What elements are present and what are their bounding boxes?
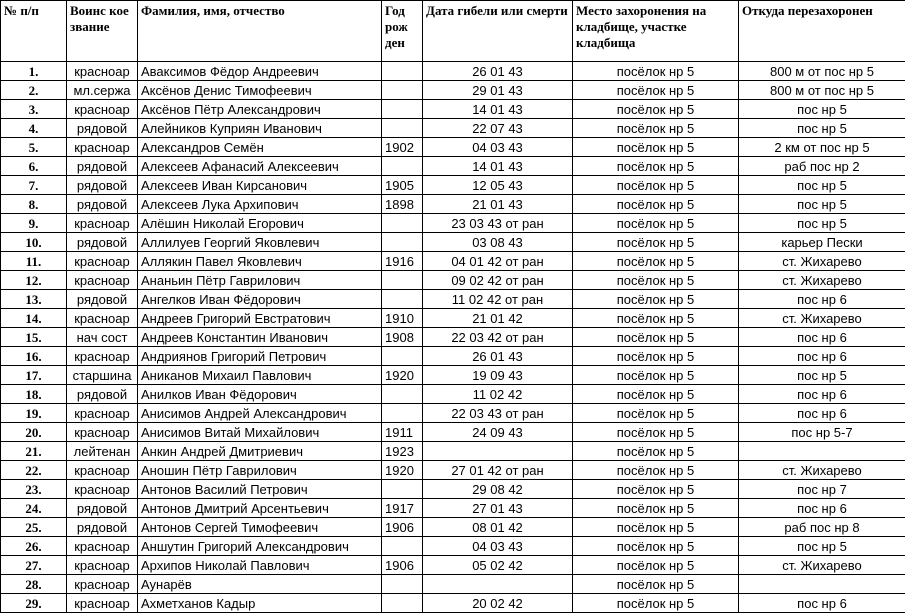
full-name-cell: Андриянов Григорий Петрович [138,347,382,366]
reburied-from-cell: пос нр 6 [739,404,905,423]
military-rank-cell: рядовой [67,290,138,309]
military-rank-cell: красноар [67,100,138,119]
full-name-cell: Андреев Константин Иванович [138,328,382,347]
death-date-cell: 22 03 42 от ран [423,328,573,347]
birth-year-cell: 1920 [382,461,423,480]
military-rank-cell: рядовой [67,176,138,195]
military-rank-cell: рядовой [67,233,138,252]
birth-year-cell: 1916 [382,252,423,271]
table-row [1,556,905,575]
full-name-cell: Анилков Иван Фёдорович [138,385,382,404]
death-date-cell: 29 08 42 [423,480,573,499]
military-rank-cell: красноар [67,537,138,556]
death-date-cell: 04 03 43 [423,537,573,556]
military-rank-cell: рядовой [67,385,138,404]
table-row [1,366,905,385]
reburied-from-cell: пос нр 5 [739,195,905,214]
death-date-cell: 21 01 43 [423,195,573,214]
burial-place-cell: посёлок нр 5 [573,271,739,290]
table-row [1,100,905,119]
table-row [1,537,905,556]
row-number-cell: 5. [1,138,67,157]
military-rank-cell: красноар [67,404,138,423]
military-rank-cell: красноар [67,594,138,613]
reburied-from-cell: пос нр 5 [739,537,905,556]
birth-year-cell [382,290,423,309]
header-name: Фамилия, имя, отчество [138,1,382,62]
burial-place-cell: посёлок нр 5 [573,309,739,328]
military-rank-cell: нач сост [67,328,138,347]
table-row [1,62,905,81]
military-rank-cell: красноар [67,347,138,366]
burial-place-cell: посёлок нр 5 [573,328,739,347]
birth-year-cell [382,157,423,176]
military-rank-cell: рядовой [67,195,138,214]
table-row [1,233,905,252]
death-date-cell: 04 01 42 от ран [423,252,573,271]
burial-place-cell: посёлок нр 5 [573,499,739,518]
row-number-cell: 14. [1,309,67,328]
death-date-cell: 23 03 43 от ран [423,214,573,233]
reburied-from-cell: пос нр 6 [739,347,905,366]
birth-year-cell [382,347,423,366]
birth-year-cell [382,480,423,499]
burial-place-cell: посёлок нр 5 [573,252,739,271]
burial-place-cell: посёлок нр 5 [573,537,739,556]
table-row [1,347,905,366]
birth-year-cell: 1906 [382,556,423,575]
full-name-cell: Аллилуев Георгий Яковлевич [138,233,382,252]
table-row [1,461,905,480]
row-number-cell: 21. [1,442,67,461]
reburied-from-cell: 2 км от пос нр 5 [739,138,905,157]
header-rank: Воинс кое звание [67,1,138,62]
burial-place-cell: посёлок нр 5 [573,404,739,423]
death-date-cell: 22 07 43 [423,119,573,138]
burial-place-cell: посёлок нр 5 [573,233,739,252]
burial-place-cell: посёлок нр 5 [573,214,739,233]
military-rank-cell: красноар [67,575,138,594]
table-row [1,499,905,518]
table-row [1,480,905,499]
row-number-cell: 22. [1,461,67,480]
row-number-cell: 20. [1,423,67,442]
reburied-from-cell: пос нр 7 [739,480,905,499]
death-date-cell: 19 09 43 [423,366,573,385]
full-name-cell: Ахметханов Кадыр [138,594,382,613]
header-death-date: Дата гибели или смерти [423,1,573,62]
burial-place-cell: посёлок нр 5 [573,480,739,499]
table-row [1,214,905,233]
military-rank-cell: рядовой [67,518,138,537]
death-date-cell: 04 03 43 [423,138,573,157]
full-name-cell: Аваксимов Фёдор Андреевич [138,62,382,81]
full-name-cell: Аунарёв [138,575,382,594]
row-number-cell: 17. [1,366,67,385]
burial-place-cell: посёлок нр 5 [573,575,739,594]
row-number-cell: 27. [1,556,67,575]
death-date-cell: 29 01 43 [423,81,573,100]
row-number-cell: 29. [1,594,67,613]
burial-place-cell: посёлок нр 5 [573,594,739,613]
reburied-from-cell: пос нр 6 [739,290,905,309]
table-row [1,195,905,214]
reburied-from-cell: пос нр 6 [739,385,905,404]
full-name-cell: Ананьин Пётр Гаврилович [138,271,382,290]
row-number-cell: 3. [1,100,67,119]
death-date-cell: 26 01 43 [423,347,573,366]
burial-place-cell: посёлок нр 5 [573,62,739,81]
row-number-cell: 2. [1,81,67,100]
row-number-cell: 16. [1,347,67,366]
birth-year-cell [382,214,423,233]
table-row [1,404,905,423]
burial-place-cell: посёлок нр 5 [573,81,739,100]
military-rank-cell: рядовой [67,499,138,518]
row-number-cell: 11. [1,252,67,271]
row-number-cell: 18. [1,385,67,404]
table-body [1,62,905,613]
burial-place-cell: посёлок нр 5 [573,195,739,214]
military-rank-cell: красноар [67,480,138,499]
burial-place-cell: посёлок нр 5 [573,176,739,195]
table-header [1,1,905,62]
burial-place-cell: посёлок нр 5 [573,461,739,480]
death-date-cell: 12 05 43 [423,176,573,195]
full-name-cell: Антонов Сергей Тимофеевич [138,518,382,537]
full-name-cell: Аллякин Павел Яковлевич [138,252,382,271]
full-name-cell: Антонов Дмитрий Арсентьевич [138,499,382,518]
reburied-from-cell: карьер Пески [739,233,905,252]
birth-year-cell [382,100,423,119]
military-rank-cell: красноар [67,461,138,480]
full-name-cell: Аксёнов Пётр Александрович [138,100,382,119]
reburied-from-cell: пос нр 6 [739,594,905,613]
military-rank-cell: рядовой [67,157,138,176]
reburied-from-cell: пос нр 5 [739,214,905,233]
death-date-cell: 09 02 42 от ран [423,271,573,290]
full-name-cell: Аношин Пётр Гаврилович [138,461,382,480]
birth-year-cell [382,404,423,423]
table-row [1,309,905,328]
burial-place-cell: посёлок нр 5 [573,423,739,442]
death-date-cell: 08 01 42 [423,518,573,537]
reburied-from-cell: 800 м от пос нр 5 [739,62,905,81]
burial-place-cell: посёлок нр 5 [573,442,739,461]
row-number-cell: 24. [1,499,67,518]
burial-place-cell: посёлок нр 5 [573,138,739,157]
row-number-cell: 26. [1,537,67,556]
death-date-cell: 27 01 42 от ран [423,461,573,480]
reburied-from-cell: ст. Жихарево [739,252,905,271]
reburied-from-cell: ст. Жихарево [739,461,905,480]
burial-place-cell: посёлок нр 5 [573,556,739,575]
row-number-cell: 4. [1,119,67,138]
death-date-cell: 11 02 42 [423,385,573,404]
full-name-cell: Андреев Григорий Евстратович [138,309,382,328]
table-row [1,271,905,290]
full-name-cell: Аксёнов Денис Тимофеевич [138,81,382,100]
death-date-cell: 14 01 43 [423,157,573,176]
row-number-cell: 25. [1,518,67,537]
birth-year-cell: 1898 [382,195,423,214]
table-row [1,119,905,138]
reburied-from-cell: раб пос нр 2 [739,157,905,176]
table-row [1,252,905,271]
military-rank-cell: красноар [67,214,138,233]
full-name-cell: Анисимов Андрей Александрович [138,404,382,423]
table-row [1,423,905,442]
row-number-cell: 15. [1,328,67,347]
full-name-cell: Ангелков Иван Фёдорович [138,290,382,309]
birth-year-cell [382,594,423,613]
birth-year-cell: 1902 [382,138,423,157]
birth-year-cell [382,537,423,556]
table-row [1,518,905,537]
death-date-cell: 27 01 43 [423,499,573,518]
reburied-from-cell: ст. Жихарево [739,309,905,328]
birth-year-cell: 1923 [382,442,423,461]
row-number-cell: 13. [1,290,67,309]
row-number-cell: 6. [1,157,67,176]
header-reburied-from: Откуда перезахоронен [739,1,905,62]
death-date-cell: 11 02 42 от ран [423,290,573,309]
full-name-cell: Антонов Василий Петрович [138,480,382,499]
military-rank-cell: красноар [67,556,138,575]
header-burial-place: Место захоронения на кладбище, участке кладбища [573,1,739,62]
reburied-from-cell: ст. Жихарево [739,271,905,290]
military-rank-cell: красноар [67,62,138,81]
birth-year-cell [382,81,423,100]
birth-year-cell [382,233,423,252]
birth-year-cell: 1910 [382,309,423,328]
reburied-from-cell: пос нр 6 [739,328,905,347]
military-rank-cell: красноар [67,423,138,442]
burial-place-cell: посёлок нр 5 [573,366,739,385]
table-row [1,157,905,176]
reburied-from-cell: 800 м от пос нр 5 [739,81,905,100]
birth-year-cell: 1917 [382,499,423,518]
full-name-cell: Архипов Николай Павлович [138,556,382,575]
table-row [1,385,905,404]
military-rank-cell: старшина [67,366,138,385]
full-name-cell: Аншутин Григорий Александрович [138,537,382,556]
military-rank-cell: красноар [67,309,138,328]
full-name-cell: Алейников Куприян Иванович [138,119,382,138]
burial-place-cell: посёлок нр 5 [573,347,739,366]
row-number-cell: 19. [1,404,67,423]
burial-place-cell: посёлок нр 5 [573,157,739,176]
row-number-cell: 7. [1,176,67,195]
burial-place-cell: посёлок нр 5 [573,119,739,138]
birth-year-cell [382,385,423,404]
full-name-cell: Алексеев Афанасий Алексеевич [138,157,382,176]
military-rank-cell: красноар [67,138,138,157]
death-date-cell: 05 02 42 [423,556,573,575]
reburied-from-cell: пос нр 5 [739,119,905,138]
death-date-cell: 24 09 43 [423,423,573,442]
reburied-from-cell: пос нр 5 [739,176,905,195]
birth-year-cell: 1920 [382,366,423,385]
reburied-from-cell: ст. Жихарево [739,556,905,575]
burial-place-cell: посёлок нр 5 [573,290,739,309]
table-row [1,328,905,347]
birth-year-cell: 1908 [382,328,423,347]
burial-place-cell: посёлок нр 5 [573,100,739,119]
full-name-cell: Анкин Андрей Дмитриевич [138,442,382,461]
burial-place-cell: посёлок нр 5 [573,518,739,537]
birth-year-cell [382,62,423,81]
full-name-cell: Александров Семён [138,138,382,157]
reburied-from-cell: пос нр 5 [739,100,905,119]
reburied-from-cell [739,442,905,461]
reburied-from-cell: пос нр 5-7 [739,423,905,442]
row-number-cell: 9. [1,214,67,233]
table-row [1,81,905,100]
military-rank-cell: лейтенан [67,442,138,461]
row-number-cell: 8. [1,195,67,214]
table-row [1,594,905,613]
birth-year-cell [382,271,423,290]
row-number-cell: 10. [1,233,67,252]
military-rank-cell: мл.сержа [67,81,138,100]
death-date-cell: 21 01 42 [423,309,573,328]
military-rank-cell: красноар [67,252,138,271]
death-date-cell: 14 01 43 [423,100,573,119]
full-name-cell: Алёшин Николай Егорович [138,214,382,233]
row-number-cell: 28. [1,575,67,594]
reburied-from-cell: пос нр 5 [739,366,905,385]
full-name-cell: Аниканов Михаил Павлович [138,366,382,385]
reburied-from-cell: пос нр 6 [739,499,905,518]
birth-year-cell: 1905 [382,176,423,195]
birth-year-cell [382,119,423,138]
military-rank-cell: рядовой [67,119,138,138]
birth-year-cell: 1911 [382,423,423,442]
table-row [1,138,905,157]
military-rank-cell: красноар [67,271,138,290]
header-year: Год рож ден [382,1,423,62]
table-row [1,442,905,461]
full-name-cell: Анисимов Витай Михайлович [138,423,382,442]
header-num: № п/п [1,1,67,62]
row-number-cell: 1. [1,62,67,81]
full-name-cell: Алексеев Иван Кирсанович [138,176,382,195]
table-row [1,176,905,195]
row-number-cell: 12. [1,271,67,290]
full-name-cell: Алексеев Лука Архипович [138,195,382,214]
death-date-cell: 20 02 42 [423,594,573,613]
table-row [1,290,905,309]
death-date-cell: 22 03 43 от ран [423,404,573,423]
death-date-cell [423,442,573,461]
header-row [1,1,905,62]
burial-place-cell: посёлок нр 5 [573,385,739,404]
death-date-cell: 26 01 43 [423,62,573,81]
death-date-cell: 03 08 43 [423,233,573,252]
reburied-from-cell: раб пос нр 8 [739,518,905,537]
birth-year-cell: 1906 [382,518,423,537]
row-number-cell: 23. [1,480,67,499]
